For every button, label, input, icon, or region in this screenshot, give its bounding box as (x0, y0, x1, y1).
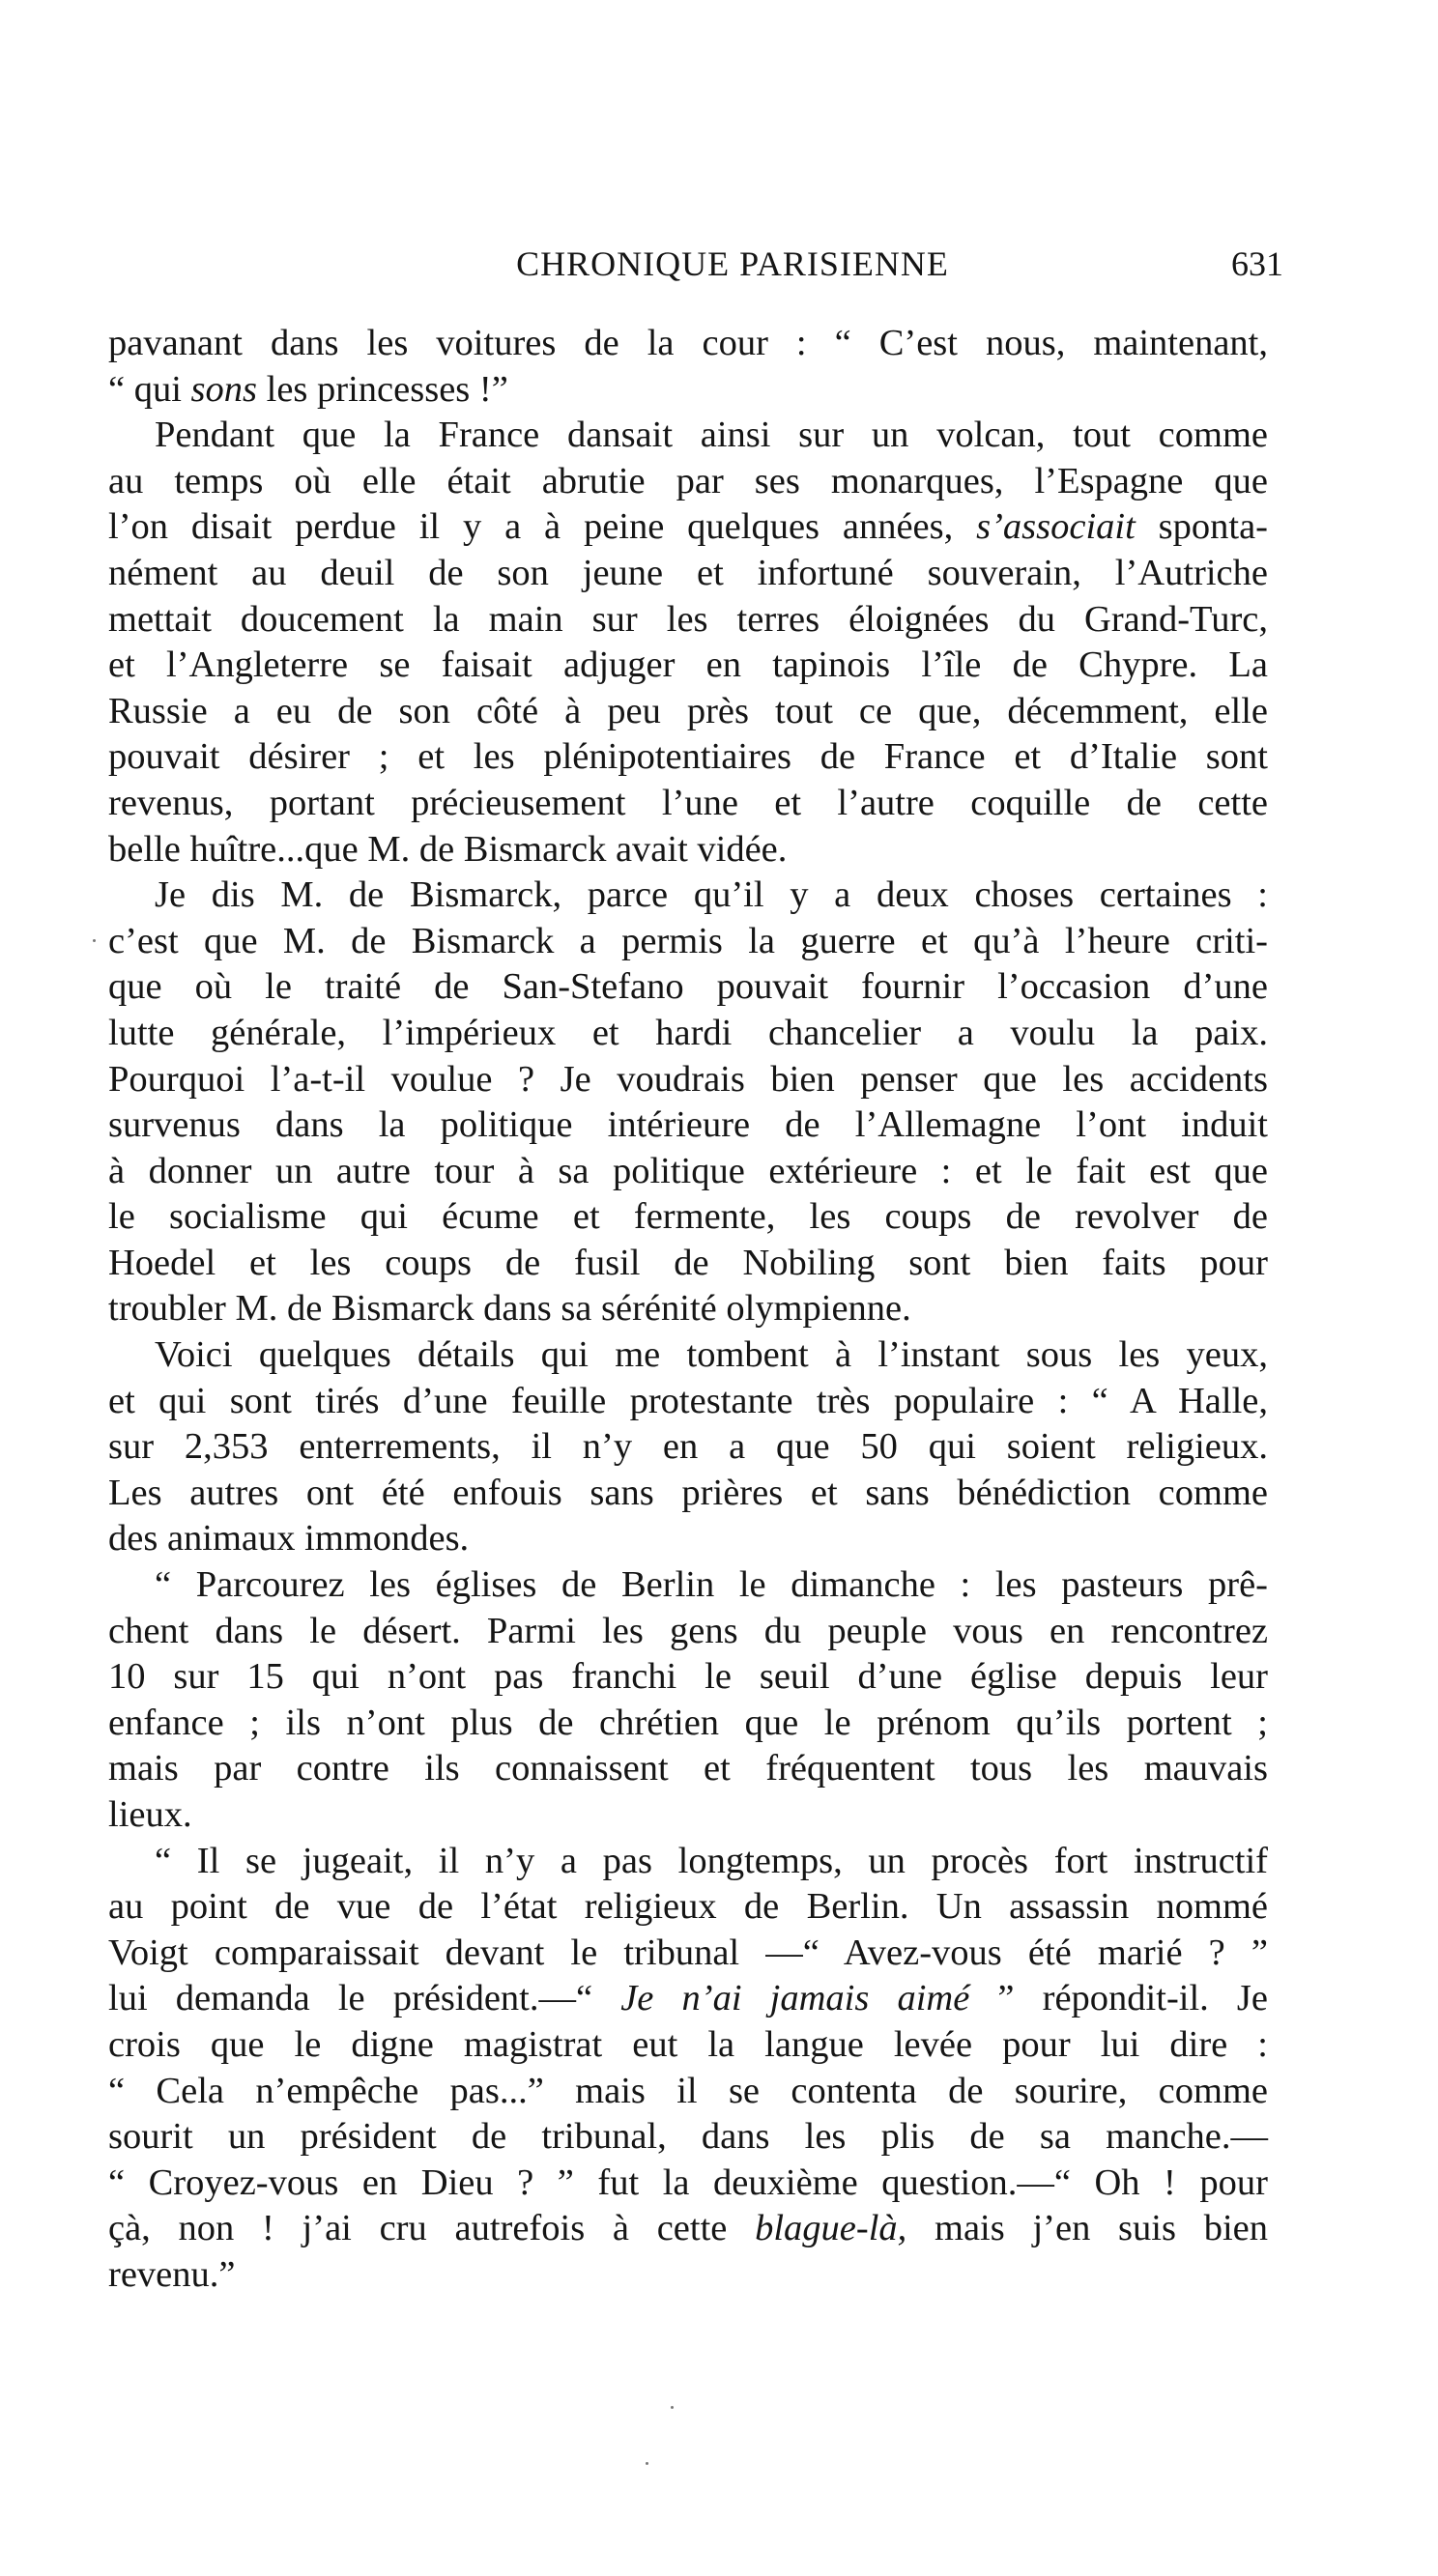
text-line (108, 2206, 1268, 2252)
text-line: Pourquoi l’a-t-il voulue ? Je voudrais bien penser que les accidents (108, 1058, 1268, 1100)
text-line: que où le traité de San-Stefano pouvait fournir l’occasion d’une (108, 966, 1268, 1008)
print-speck (646, 2462, 648, 2465)
paragraph-voigt-trial (108, 1839, 1268, 2299)
text-line: et l’Angleterre se faisait adjuger en tapinois l’île de Chypre. La (108, 644, 1268, 686)
text-line: mettait doucement la main sur les terres éloignées du Grand-Turc, (108, 598, 1268, 640)
text-line: revenu.” (108, 2253, 236, 2295)
text-run: mais j’en suis bien (906, 2208, 1268, 2249)
text-line: revenus, portant précieusement l’une et l’autre coquille de cette (108, 782, 1268, 823)
text-line: au point de vue de l’état religieux de Berlin. Un assassin nommé (108, 1886, 1268, 1928)
body-text (108, 321, 1268, 2299)
text-line: pavanant dans les voitures de la cour : “ C’est nous, maintenant, (108, 323, 1268, 363)
italic-word: s’associait (976, 506, 1136, 548)
text-line: “ Croyez-vous en Dieu ? ” fut la deuxième question.—“ Oh ! pour (108, 2161, 1268, 2203)
text-line: le socialisme qui écume et fermente, les coups de revolver de (108, 1196, 1268, 1238)
paragraph-volcan (108, 413, 1268, 873)
text-line: troubler M. de Bismarck dans sa sérénité olympienne. (108, 1288, 911, 1330)
running-header (104, 243, 1283, 301)
text-line: chent dans le désert. Parmi les gens du peuple vous en rencontrez (108, 1610, 1268, 1651)
text-line: Les autres ont été enfouis sans prières et sans bénédiction comme (108, 1472, 1268, 1513)
text-line (108, 367, 1268, 414)
text-line: pouvait désirer ; et les plénipotentiaires de France et d’Italie sont (108, 736, 1268, 778)
text-line: Russie a eu de son côté à peu près tout ce que, décemment, elle (108, 690, 1268, 731)
text-run: les princesses !” (257, 368, 508, 410)
paragraph-princesses (108, 321, 1268, 413)
text-line: c’est que M. de Bismarck a permis la guerre et qu’à l’heure criti- (108, 920, 1268, 961)
text-line (108, 504, 1268, 551)
text-line: lieux. (108, 1794, 192, 1835)
text-run: l’on disait perdue il y a à peine quelques années, (108, 506, 977, 548)
text-line: sur 2,353 enterrements, il n’y en a que 50 qui soient religieux. (108, 1426, 1268, 1468)
text-line: et qui sont tirés d’une feuille protestante très populaire : “ A Halle, (108, 1380, 1268, 1421)
text-line: lutte générale, l’impérieux et hardi chancelier a voulu la paix. (108, 1012, 1268, 1053)
text-run: çà, non ! j’ai cru autrefois à cette (108, 2208, 756, 2249)
text-run: “ qui (108, 368, 191, 410)
text-line: Voigt comparaissait devant le tribunal —“ Avez-vous été marié ? ” (108, 1932, 1268, 1973)
text-line: “ Il se jugeait, il n’y a pas longtemps, un procès fort instructif (155, 1840, 1268, 1881)
text-line: sourit un président de tribunal, dans les plis de sa manche.— (108, 2116, 1268, 2158)
text-line: à donner un autre tour à sa politique extérieure : et le fait est que (108, 1150, 1268, 1191)
text-line: crois que le digne magistrat eut la langue levée pour lui dire : (108, 2023, 1268, 2065)
text-line: belle huître...que M. de Bismarck avait vidée. (108, 828, 788, 870)
paragraph-berlin-churches (108, 1562, 1268, 1839)
text-line: Je dis M. de Bismarck, parce qu’il y a deux choses certaines : (155, 874, 1268, 916)
text-line (108, 1976, 1268, 2022)
paragraph-halle (108, 1332, 1268, 1562)
page-number: 631 (1231, 244, 1283, 283)
text-line: “ Cela n’empêche pas...” mais il se contenta de sourire, comme (108, 2070, 1268, 2111)
text-line: Hoedel et les coups de fusil de Nobiling sont bien faits pour (108, 1242, 1268, 1283)
print-speck (93, 939, 96, 942)
text-line: enfance ; ils n’ont plus de chrétien que le prénom qu’ils portent ; (108, 1702, 1268, 1743)
italic-word: sons (190, 368, 258, 410)
text-line: mais par contre ils connaissent et fréquentent tous les mauvais (108, 1748, 1268, 1789)
running-title: CHRONIQUE PARISIENNE (516, 244, 949, 283)
text-line: Pendant que la France dansait ainsi sur un volcan, tout comme (155, 415, 1268, 456)
text-run: lui demanda le président.—“ (108, 1978, 621, 2019)
text-run: ” répondit-il. Je (969, 1978, 1268, 2019)
text-line: “ Parcourez les églises de Berlin le dimanche : les pasteurs prê- (155, 1564, 1268, 1606)
text-run: sponta- (1135, 506, 1268, 548)
text-line: 10 sur 15 qui n’ont pas franchi le seuil d’une église depuis leur (108, 1656, 1268, 1698)
italic-phrase: blague-là, (755, 2208, 907, 2249)
print-speck (671, 2406, 674, 2409)
text-line: nément au deuil de son jeune et infortuné souverain, l’Autriche (108, 552, 1268, 593)
text-line: Voici quelques détails qui me tombent à l’instant sous les yeux, (155, 1334, 1268, 1376)
text-line: au temps où elle était abrutie par ses monarques, l’Espagne que (108, 460, 1268, 501)
paragraph-bismarck (108, 873, 1268, 1332)
text-line: des animaux immondes. (108, 1518, 470, 1560)
italic-phrase: Je n’ai jamais aimé (620, 1978, 970, 2019)
text-line: survenus dans la politique intérieure de l’Allemagne l’ont induit (108, 1104, 1268, 1146)
